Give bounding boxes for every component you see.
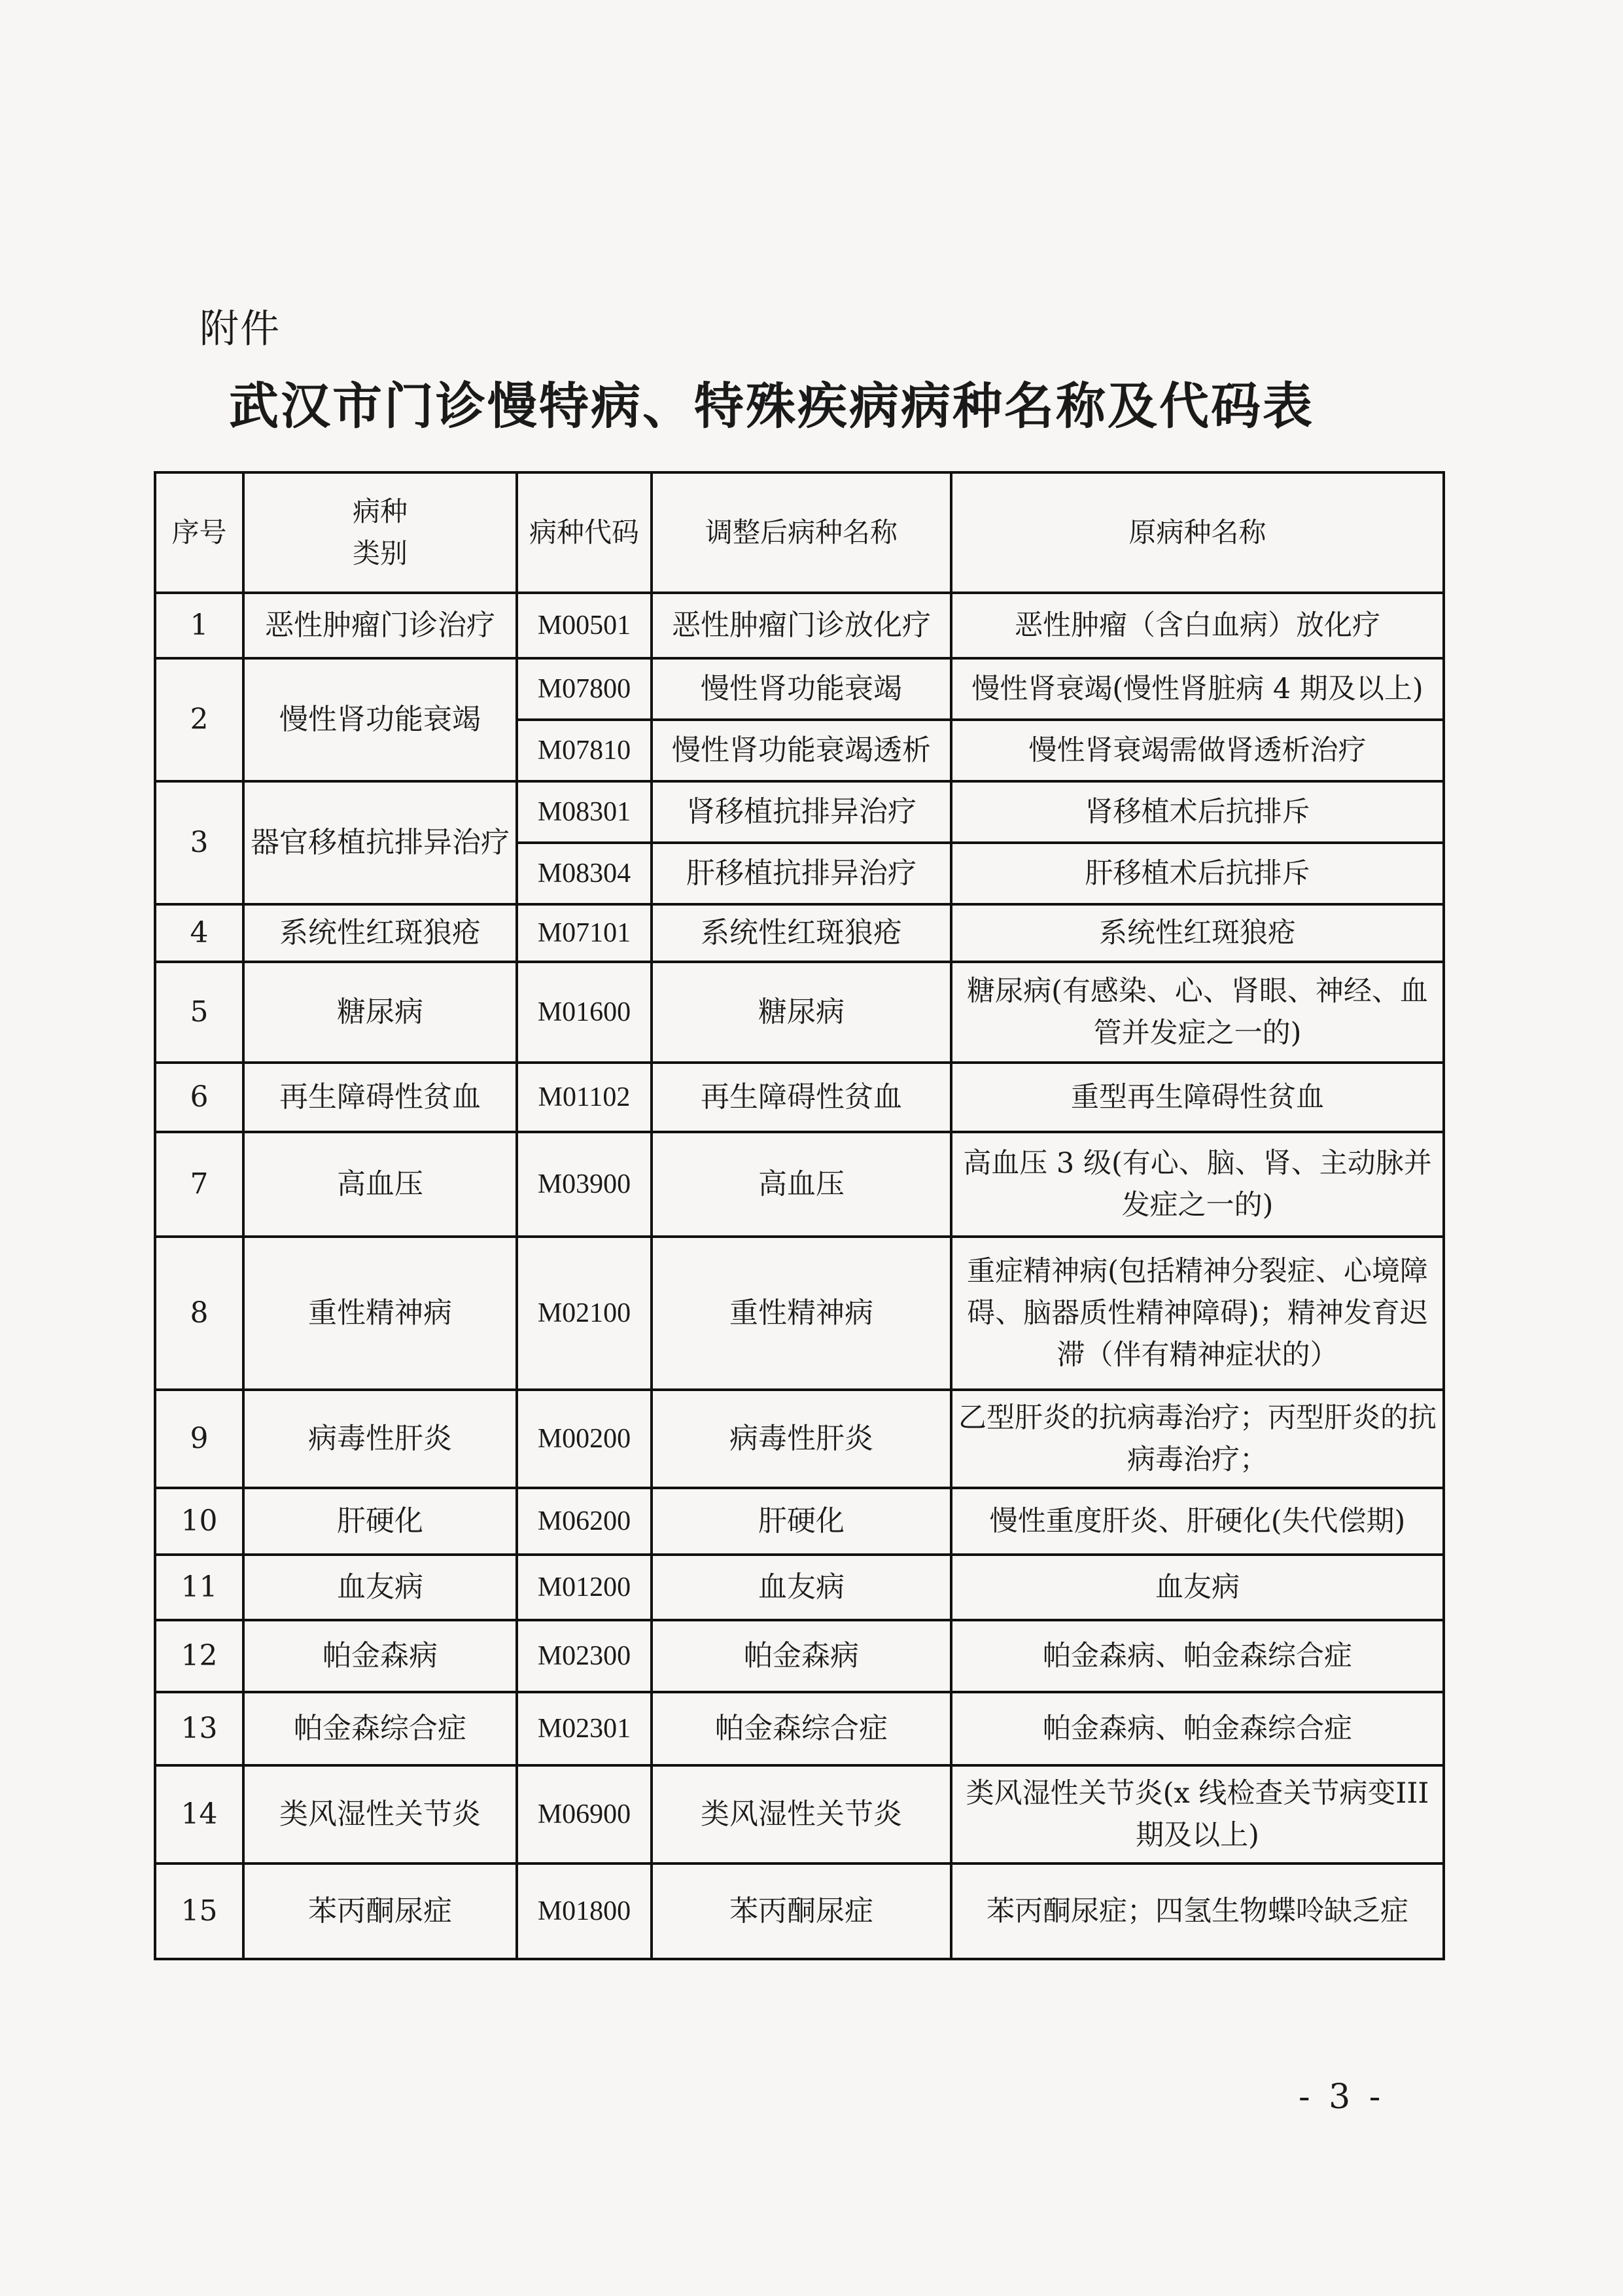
cell-new-name: 恶性肿瘤门诊放化疗 <box>652 593 951 658</box>
page-title: 武汉市门诊慢特病、特殊疾病病种名称及代码表 <box>229 377 1314 435</box>
header-code: 病种代码 <box>517 472 652 593</box>
cell-code: M01800 <box>517 1863 652 1959</box>
table-header-row <box>155 472 1444 593</box>
cell-new-name: 帕金森综合症 <box>652 1692 951 1765</box>
table-row <box>155 1620 1444 1692</box>
cell-no: 11 <box>155 1555 243 1620</box>
cell-category: 糖尿病 <box>243 962 517 1063</box>
cell-category: 再生障碍性贫血 <box>243 1063 517 1132</box>
cell-new-name: 类风湿性关节炎 <box>652 1765 951 1863</box>
cell-no: 1 <box>155 593 243 658</box>
cell-new-name: 苯丙酮尿症 <box>652 1863 951 1959</box>
cell-old-name: 苯丙酮尿症；四氢生物蝶呤缺乏症 <box>951 1863 1444 1959</box>
cell-no: 4 <box>155 904 243 962</box>
cell-old-name: 慢性重度肝炎、肝硬化(失代偿期) <box>951 1488 1444 1555</box>
cell-new-name: 肝硬化 <box>652 1488 951 1555</box>
cell-category: 系统性红斑狼疮 <box>243 904 517 962</box>
cell-category: 慢性肾功能衰竭 <box>243 658 517 781</box>
table-row <box>155 1237 1444 1390</box>
cell-old-name: 糖尿病(有感染、心、肾眼、神经、血管并发症之一的) <box>951 962 1444 1063</box>
cell-no: 7 <box>155 1132 243 1237</box>
cell-new-name: 肾移植抗排异治疗 <box>652 781 951 843</box>
cell-category: 恶性肿瘤门诊治疗 <box>243 593 517 658</box>
header-no: 序号 <box>155 472 243 593</box>
table-row <box>155 1390 1444 1488</box>
cell-code: M00200 <box>517 1390 652 1488</box>
cell-code: M02300 <box>517 1620 652 1692</box>
cell-new-name: 重性精神病 <box>652 1237 951 1390</box>
cell-code: M01600 <box>517 962 652 1063</box>
disease-code-table <box>154 471 1445 1960</box>
header-category-line1: 病种 <box>352 495 408 527</box>
cell-code: M01102 <box>517 1063 652 1132</box>
table-row <box>155 1063 1444 1132</box>
cell-code: M06900 <box>517 1765 652 1863</box>
header-category <box>243 472 517 593</box>
cell-old-name: 帕金森病、帕金森综合症 <box>951 1692 1444 1765</box>
cell-category: 器官移植抗排异治疗 <box>243 781 517 904</box>
cell-category: 病毒性肝炎 <box>243 1390 517 1488</box>
header-new-name: 调整后病种名称 <box>652 472 951 593</box>
cell-code: M02100 <box>517 1237 652 1390</box>
attachment-label: 附件 <box>200 306 281 352</box>
cell-old-name: 肾移植术后抗排斥 <box>951 781 1444 843</box>
cell-category: 重性精神病 <box>243 1237 517 1390</box>
cell-category: 苯丙酮尿症 <box>243 1863 517 1959</box>
cell-category: 高血压 <box>243 1132 517 1237</box>
cell-no: 3 <box>155 781 243 904</box>
cell-no: 9 <box>155 1390 243 1488</box>
cell-code: M07810 <box>517 720 652 781</box>
cell-no: 14 <box>155 1765 243 1863</box>
table-row <box>155 1555 1444 1620</box>
cell-old-name: 乙型肝炎的抗病毒治疗；丙型肝炎的抗病毒治疗； <box>951 1390 1444 1488</box>
table-row <box>155 1863 1444 1959</box>
cell-new-name: 再生障碍性贫血 <box>652 1063 951 1132</box>
cell-new-name: 高血压 <box>652 1132 951 1237</box>
cell-no: 5 <box>155 962 243 1063</box>
header-old-name: 原病种名称 <box>951 472 1444 593</box>
cell-new-name: 帕金森病 <box>652 1620 951 1692</box>
cell-old-name: 恶性肿瘤（含白血病）放化疗 <box>951 593 1444 658</box>
table-row <box>155 904 1444 962</box>
cell-no: 8 <box>155 1237 243 1390</box>
cell-category: 类风湿性关节炎 <box>243 1765 517 1863</box>
cell-new-name: 糖尿病 <box>652 962 951 1063</box>
table-row <box>155 1132 1444 1237</box>
cell-no: 12 <box>155 1620 243 1692</box>
cell-old-name: 重症精神病(包括精神分裂症、心境障碍、脑器质性精神障碍)；精神发育迟滞（伴有精神症状的） <box>951 1237 1444 1390</box>
table-row <box>155 658 1444 720</box>
table-row <box>155 781 1444 843</box>
cell-category: 肝硬化 <box>243 1488 517 1555</box>
cell-old-name: 重型再生障碍性贫血 <box>951 1063 1444 1132</box>
cell-no: 2 <box>155 658 243 781</box>
cell-no: 10 <box>155 1488 243 1555</box>
page-number: - 3 - <box>1299 2077 1385 2117</box>
cell-code: M01200 <box>517 1555 652 1620</box>
cell-code: M08304 <box>517 843 652 904</box>
cell-category: 帕金森病 <box>243 1620 517 1692</box>
cell-category: 血友病 <box>243 1555 517 1620</box>
cell-new-name: 病毒性肝炎 <box>652 1390 951 1488</box>
cell-no: 13 <box>155 1692 243 1765</box>
cell-old-name: 肝移植术后抗排斥 <box>951 843 1444 904</box>
cell-code: M07800 <box>517 658 652 720</box>
cell-no: 15 <box>155 1863 243 1959</box>
cell-old-name: 高血压 3 级(有心、脑、肾、主动脉并发症之一的) <box>951 1132 1444 1237</box>
cell-old-name: 慢性肾衰竭(慢性肾脏病 4 期及以上) <box>951 658 1444 720</box>
cell-code: M08301 <box>517 781 652 843</box>
table-row <box>155 593 1444 658</box>
cell-code: M00501 <box>517 593 652 658</box>
header-category-line2: 类别 <box>352 537 408 569</box>
cell-code: M06200 <box>517 1488 652 1555</box>
table-row <box>155 1692 1444 1765</box>
cell-old-name: 帕金森病、帕金森综合症 <box>951 1620 1444 1692</box>
cell-new-name: 肝移植抗排异治疗 <box>652 843 951 904</box>
cell-old-name: 慢性肾衰竭需做肾透析治疗 <box>951 720 1444 781</box>
cell-old-name: 类风湿性关节炎(x 线检查关节病变III期及以上) <box>951 1765 1444 1863</box>
cell-code: M07101 <box>517 904 652 962</box>
cell-code: M02301 <box>517 1692 652 1765</box>
cell-new-name: 慢性肾功能衰竭 <box>652 658 951 720</box>
cell-new-name: 血友病 <box>652 1555 951 1620</box>
table-row <box>155 1765 1444 1863</box>
table-row <box>155 962 1444 1063</box>
cell-code: M03900 <box>517 1132 652 1237</box>
cell-category: 帕金森综合症 <box>243 1692 517 1765</box>
cell-new-name: 慢性肾功能衰竭透析 <box>652 720 951 781</box>
cell-no: 6 <box>155 1063 243 1132</box>
cell-new-name: 系统性红斑狼疮 <box>652 904 951 962</box>
table-row <box>155 1488 1444 1555</box>
cell-old-name: 系统性红斑狼疮 <box>951 904 1444 962</box>
cell-old-name: 血友病 <box>951 1555 1444 1620</box>
